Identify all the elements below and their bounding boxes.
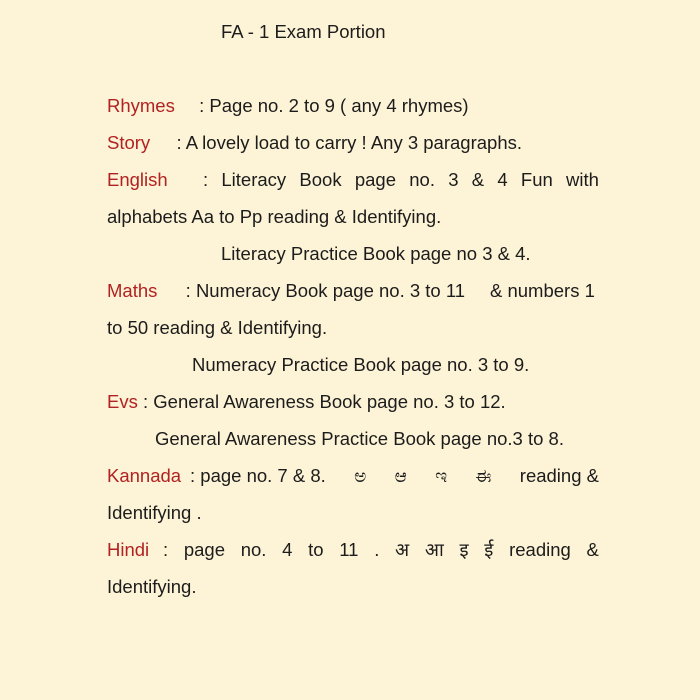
hindi-word: :	[163, 539, 169, 560]
hindi-word: reading	[509, 539, 571, 560]
english-word: :	[203, 169, 209, 190]
maths-row	[107, 280, 465, 302]
kannada-subject: Kannada	[107, 465, 182, 486]
story-text: : A lovely load to carry ! Any 3 paragraphs.	[176, 132, 522, 153]
english-word: Fun	[520, 169, 553, 190]
kannada-line-1	[190, 465, 599, 487]
english-line-2: alphabets Aa to Pp reading & Identifying.	[107, 206, 442, 227]
hindi-word: to	[308, 539, 324, 560]
story-row	[107, 132, 522, 154]
kannada-word: reading &	[519, 465, 599, 486]
kannada-row	[107, 465, 181, 487]
english-word: no.	[409, 169, 435, 190]
hindi-word: no.	[240, 539, 267, 560]
hindi-letter: अ	[395, 539, 410, 560]
evs-line-2: General Awareness Practice Book page no.3 to 8.	[155, 428, 564, 449]
rhymes-text: : Page no. 2 to 9 ( any 4 rhymes)	[199, 95, 469, 116]
english-word: Book	[299, 169, 342, 190]
maths-line-1: : Numeracy Book page no. 3 to 11	[185, 280, 466, 301]
english-word: with	[566, 169, 599, 190]
maths-line-1-tail: & numbers 1	[490, 280, 595, 301]
maths-line-2: to 50 reading & Identifying.	[107, 317, 328, 338]
evs-subject: Evs	[107, 391, 138, 412]
english-word: page	[354, 169, 396, 190]
english-word: &	[471, 169, 485, 190]
english-word: Literacy	[221, 169, 287, 190]
hindi-line-2: Identifying.	[107, 576, 197, 597]
hindi-word: 11	[339, 539, 359, 560]
hindi-letter: इ	[459, 539, 469, 560]
hindi-line-1	[163, 539, 599, 561]
english-line-1	[203, 169, 599, 191]
english-row	[107, 169, 168, 191]
hindi-subject: Hindi	[107, 539, 150, 560]
rhymes-row	[107, 95, 469, 117]
kannada-letter: ಅ	[354, 465, 367, 486]
maths-line-3: Numeracy Practice Book page no. 3 to 9.	[192, 354, 530, 375]
page-title: FA - 1 Exam Portion	[221, 21, 386, 42]
kannada-letter: ಇ	[435, 465, 448, 486]
hindi-word: .	[374, 539, 380, 560]
english-line-3: Literacy Practice Book page no 3 & 4.	[221, 243, 531, 264]
kannada-letter: ಈ	[475, 465, 492, 486]
kannada-word: : page no. 7 & 8.	[190, 465, 326, 486]
hindi-word: 4	[282, 539, 293, 560]
hindi-word: page	[183, 539, 225, 560]
story-subject: Story	[107, 132, 151, 153]
rhymes-subject: Rhymes	[107, 95, 175, 116]
hindi-letter: ई	[484, 539, 494, 560]
kannada-letter: ಆ	[394, 465, 407, 486]
maths-subject: Maths	[107, 280, 158, 301]
english-word: 3	[448, 169, 459, 190]
hindi-word: &	[586, 539, 599, 560]
english-subject: English	[107, 169, 168, 190]
evs-row	[107, 391, 506, 413]
hindi-letter: आ	[424, 539, 444, 560]
evs-line-1: : General Awareness Book page no. 3 to 12.	[142, 391, 506, 412]
kannada-line-2: Identifying .	[107, 502, 202, 523]
english-word: 4	[497, 169, 508, 190]
hindi-row	[107, 539, 149, 561]
